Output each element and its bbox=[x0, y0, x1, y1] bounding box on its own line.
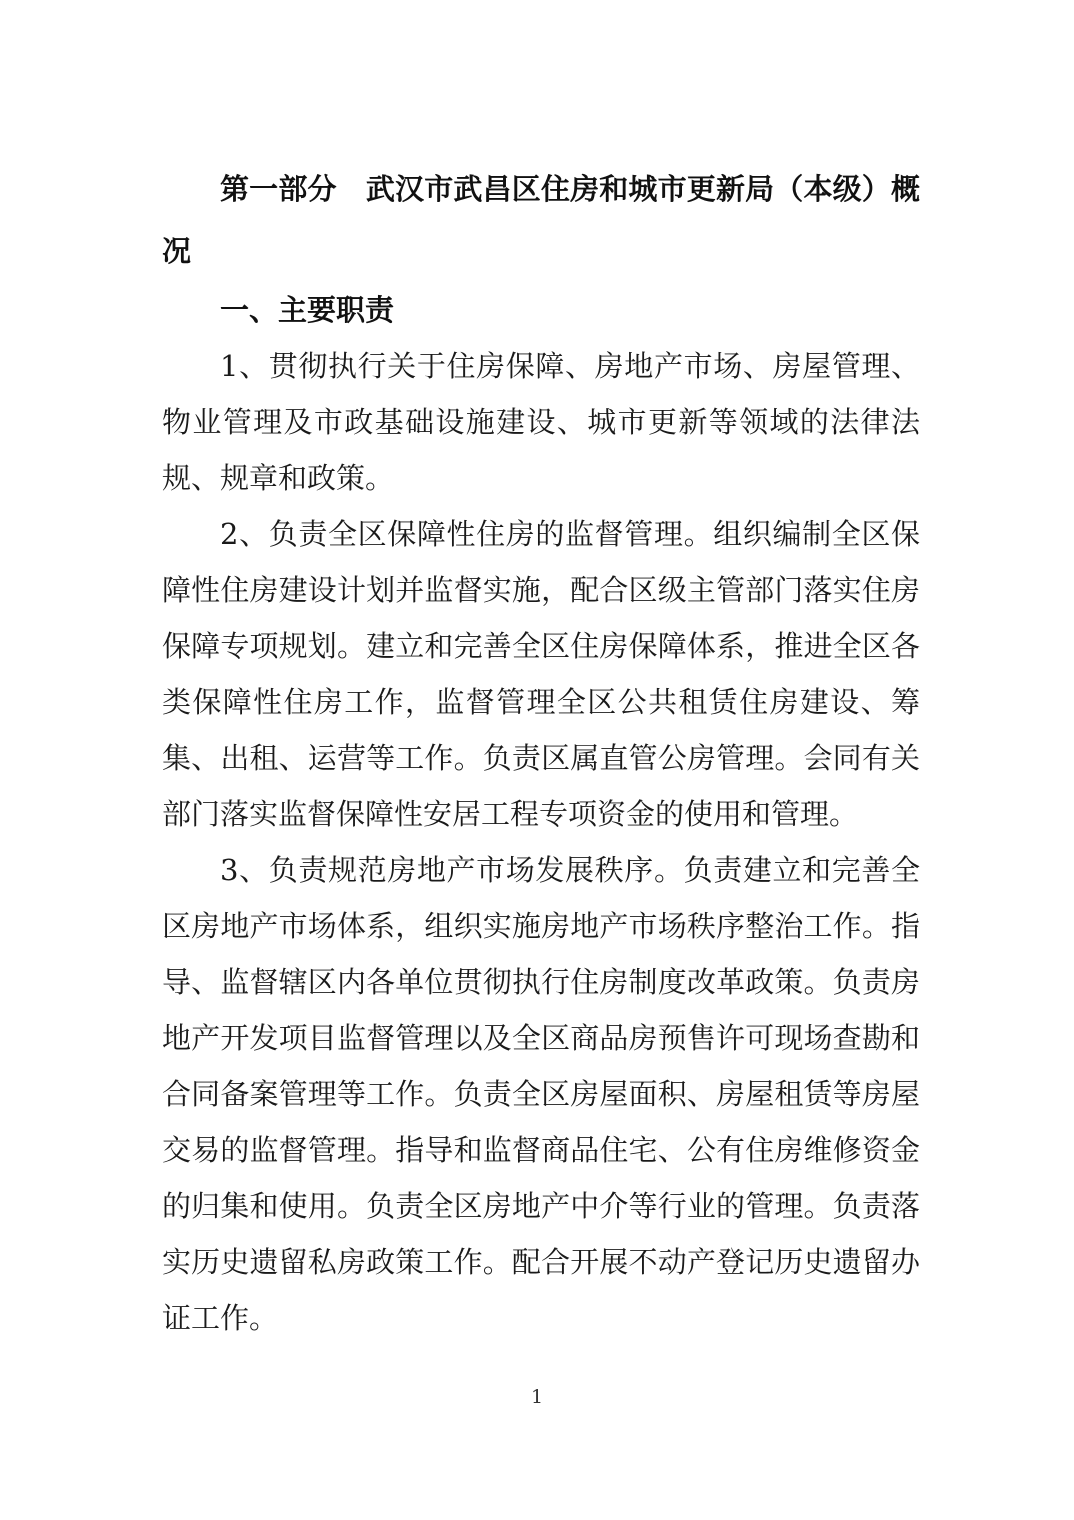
section-heading-main-duties: 一、主要职责 bbox=[220, 293, 395, 327]
paragraph-duty-3: 3、负责规范房地产市场发展秩序。负责建立和完善全区房地产市场体系，组织实施房地产市场秩序整治工作。指导、监督辖区内各单位贯彻执行住房制度改革政策。负责房地产开发项目监督管理以及全区商品房预售许可现场查勘和合同备案管理等工作。负责全区房屋面积、房屋租赁等房屋交易的监督管理。指导和监督商品住宅、公有住房维修资金的归集和使用。负责全区房地产中介等行业的管理。负责落实历史遗留私房政策工作。配合开展不动产登记历史遗留办证工作。 bbox=[162, 853, 920, 1335]
paragraph-duty-2: 2、负责全区保障性住房的监督管理。组织编制全区保障性住房建设计划并监督实施，配合区级主管部门落实住房保障专项规划。建立和完善全区住房保障体系，推进全区各类保障性住房工作，监督管理全区公共租赁住房建设、筹集、出租、运营等工作。负责区属直管公房管理。会同有关部门落实监督保障性安居工程专项资金的使用和管理。 bbox=[162, 517, 920, 831]
page-number: 1 bbox=[530, 1386, 544, 1408]
paragraph-duty-1: 1、贯彻执行关于住房保障、房地产市场、房屋管理、物业管理及市政基础设施建设、城市更新等领域的法律法规、规章和政策。 bbox=[162, 349, 920, 495]
document-title: 第一部分 武汉市武昌区住房和城市更新局（本级）概况 bbox=[162, 172, 920, 268]
body-text bbox=[162, 338, 920, 1346]
